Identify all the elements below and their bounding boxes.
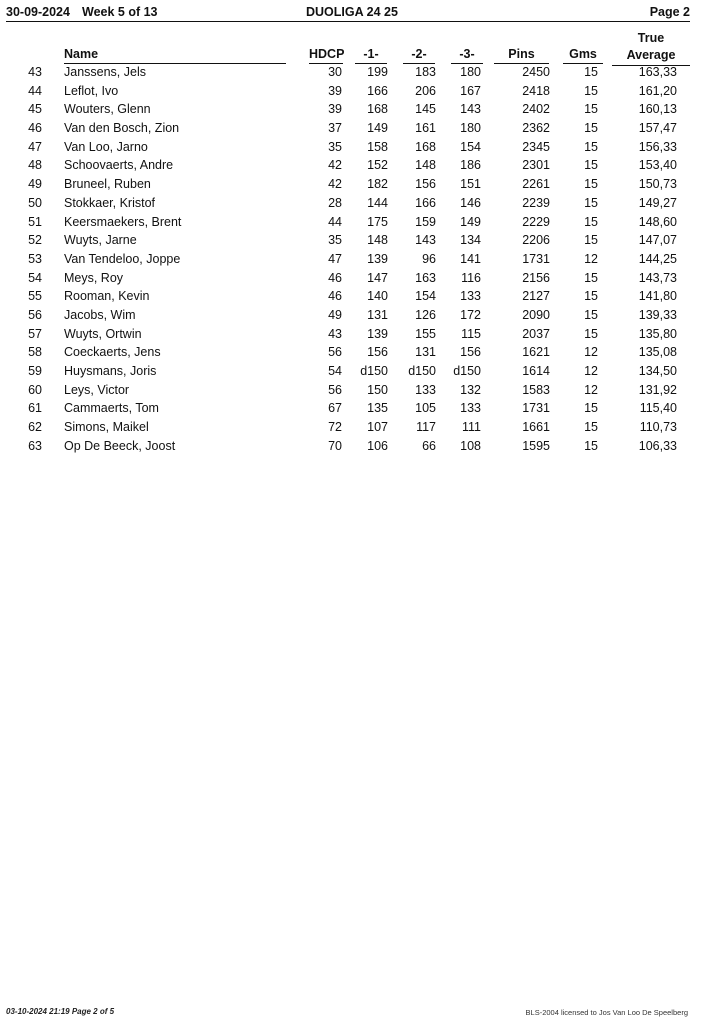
table-row [0,64,722,83]
pins-cell: 1731 [522,251,550,266]
player-name-cell: Wouters, Glenn [64,102,151,117]
game3-cell: 156 [460,345,481,360]
games-cell: 15 [584,438,598,453]
true-average-cell: 161,20 [638,83,677,98]
rank-cell: 63 [28,438,42,453]
game1-cell: d150 [360,364,388,378]
handicap-cell: 39 [328,83,342,98]
handicap-cell: 46 [328,270,342,285]
standings-table [0,64,722,456]
pins-cell: 2037 [522,326,550,341]
games-cell: 12 [584,251,598,266]
game1-cell: 147 [367,270,388,285]
games-cell: 15 [584,420,598,435]
true-average-cell: 156,33 [638,139,677,154]
game1-cell: 182 [367,177,388,192]
player-name-cell: Wuyts, Ortwin [64,326,142,341]
player-name-cell: Huysmans, Joris [64,364,157,378]
game2-cell: 159 [415,214,436,229]
table-row [0,157,722,176]
game1-cell: 199 [367,65,388,79]
print-timestamp: 03-10-2024 21:19 Page 2 of 5 [6,1007,115,1016]
table-row [0,83,722,102]
true-average-cell: 135,08 [638,345,677,360]
column-header-game2: -2- [403,47,435,61]
game1-cell: 175 [367,214,388,229]
license-note: BLS-2004 licensed to Jos Van Loo De Speelberg [525,1008,688,1017]
table-row [0,139,722,158]
rank-cell: 62 [28,420,42,435]
rank-cell: 55 [28,289,42,304]
table-row [0,438,722,457]
game1-cell: 140 [367,289,388,304]
pins-cell: 1583 [522,382,550,397]
pins-cell: 2418 [522,83,550,98]
games-cell: 15 [584,270,598,285]
game3-cell: 116 [461,270,481,285]
game3-cell: 133 [460,401,481,416]
pins-cell: 2090 [522,307,550,322]
true-average-cell: 149,27 [638,195,677,210]
games-cell: 12 [584,382,598,397]
pins-cell: 1595 [522,438,550,453]
table-row [0,176,722,195]
games-cell: 15 [584,326,598,341]
rank-cell: 58 [28,345,42,360]
true-average-cell: 110,73 [639,420,677,435]
rank-cell: 52 [28,233,42,248]
rank-cell: 44 [28,83,42,98]
pins-cell: 2156 [522,270,550,285]
player-name-cell: Schoovaerts, Andre [64,158,174,173]
game3-cell: 108 [460,438,481,453]
pins-cell: 2239 [522,195,550,210]
rank-cell: 45 [28,102,42,117]
rank-cell: 59 [28,364,42,378]
column-header-games: Gms [563,47,603,61]
player-name-cell: Leflot, Ivo [64,83,119,98]
game2-cell: 161 [415,121,436,136]
true-average-cell: 135,80 [638,326,677,341]
week-indicator: Week 5 of 13 [82,5,158,19]
game2-cell: 154 [415,289,436,304]
table-row [0,101,722,120]
player-name-cell: Leys, Victor [64,382,130,397]
game3-cell: d150 [453,364,481,378]
pins-cell: 2402 [522,102,550,117]
rank-cell: 54 [28,270,42,285]
handicap-cell: 30 [328,65,342,79]
handicap-cell: 39 [328,102,342,117]
games-cell: 15 [584,121,598,136]
true-average-cell: 163,33 [638,65,677,79]
table-row [0,344,722,363]
game1-cell: 107 [367,420,388,435]
game2-cell: 143 [415,233,436,248]
column-header-true-average: True Average [612,30,690,64]
game1-cell: 135 [367,401,388,416]
rank-cell: 61 [28,401,42,416]
game3-cell: 180 [460,121,481,136]
rank-cell: 47 [28,139,42,154]
game1-cell: 166 [367,83,388,98]
game3-cell: 149 [460,214,481,229]
game3-cell: 143 [460,102,481,117]
game2-cell: 206 [415,83,436,98]
game2-cell: 66 [422,438,436,453]
game2-cell: 148 [415,158,436,173]
rank-cell: 57 [28,326,42,341]
table-row [0,232,722,251]
true-average-cell: 106,33 [638,438,677,453]
game2-cell: 133 [415,382,436,397]
column-header-pins: Pins [494,47,549,61]
table-row [0,363,722,382]
handicap-cell: 35 [328,139,342,154]
handicap-cell: 72 [328,420,342,435]
rank-cell: 56 [28,307,42,322]
table-row [0,251,722,270]
game2-cell: 126 [415,307,436,322]
player-name-cell: Meys, Roy [64,270,124,285]
player-name-cell: Wuyts, Jarne [64,233,137,248]
true-average-cell: 139,33 [638,307,677,322]
game1-cell: 150 [367,382,388,397]
table-row [0,288,722,307]
pins-cell: 2261 [522,177,550,192]
report-header [6,5,690,22]
game3-cell: 151 [460,177,481,192]
pins-cell: 2229 [522,214,550,229]
true-average-cell: 157,47 [638,121,677,136]
game3-cell: 134 [460,233,481,248]
rank-cell: 49 [28,177,42,192]
player-name-cell: Janssens, Jels [64,65,146,79]
pins-cell: 1621 [522,345,550,360]
pins-cell: 1614 [522,364,550,378]
handicap-cell: 56 [328,382,342,397]
game2-cell: 145 [415,102,436,117]
report-date: 30-09-2024 [6,5,70,19]
games-cell: 15 [584,83,598,98]
column-header-name: Name [64,47,286,61]
player-name-cell: Simons, Maikel [64,420,149,435]
true-average-cell: 153,40 [638,158,677,173]
pins-cell: 2450 [522,65,550,79]
true-average-cell: 150,73 [638,177,677,192]
rank-cell: 60 [28,382,42,397]
pins-cell: 1731 [522,401,550,416]
games-cell: 15 [584,65,598,79]
games-cell: 15 [584,233,598,248]
player-name-cell: Bruneel, Ruben [64,177,151,192]
game1-cell: 168 [367,102,388,117]
handicap-cell: 46 [328,289,342,304]
league-title: DUOLIGA 24 25 [306,5,398,19]
rank-cell: 50 [28,195,42,210]
games-cell: 15 [584,102,598,117]
games-cell: 15 [584,289,598,304]
table-row [0,195,722,214]
rank-cell: 48 [28,158,42,173]
game2-cell: 168 [415,139,436,154]
game2-cell: 96 [422,251,436,266]
games-cell: 15 [584,139,598,154]
player-name-cell: Cammaerts, Tom [64,401,159,416]
handicap-cell: 47 [328,251,342,266]
pins-cell: 2301 [522,158,550,173]
pins-cell: 2362 [522,121,550,136]
column-header-game3: -3- [451,47,483,61]
game1-cell: 106 [367,438,388,453]
game3-cell: 186 [460,158,481,173]
player-name-cell: Van Tendeloo, Joppe [64,251,181,266]
game1-cell: 139 [367,326,388,341]
game2-cell: 131 [415,345,436,360]
true-average-cell: 147,07 [638,233,677,248]
true-average-cell: 131,92 [638,382,677,397]
rank-cell: 53 [28,251,42,266]
handicap-cell: 42 [328,177,342,192]
game2-cell: 105 [415,401,436,416]
games-cell: 15 [584,401,598,416]
true-average-cell: 143,73 [638,270,677,285]
handicap-cell: 42 [328,158,342,173]
pins-cell: 2127 [522,289,550,304]
games-cell: 15 [584,214,598,229]
true-average-cell: 160,13 [638,102,677,117]
table-row [0,382,722,401]
game1-cell: 139 [367,251,388,266]
game1-cell: 149 [367,121,388,136]
column-header-hdcp: HDCP [309,47,343,61]
pins-cell: 1661 [522,420,550,435]
games-cell: 15 [584,195,598,210]
pins-cell: 2345 [522,139,550,154]
table-row [0,326,722,345]
game3-cell: 141 [460,251,481,266]
table-row [0,120,722,139]
handicap-cell: 70 [328,438,342,453]
true-average-cell: 144,25 [638,251,677,266]
games-cell: 15 [584,307,598,322]
game1-cell: 144 [367,195,388,210]
game3-cell: 115 [461,326,481,341]
game1-cell: 156 [367,345,388,360]
true-average-cell: 134,50 [638,364,677,378]
game2-cell: d150 [408,364,436,378]
table-row [0,307,722,326]
games-cell: 12 [584,364,598,378]
game2-cell: 117 [416,420,436,435]
game3-cell: 146 [460,195,481,210]
game3-cell: 133 [460,289,481,304]
true-average-cell: 115,40 [639,401,677,416]
handicap-cell: 49 [328,307,342,322]
player-name-cell: Rooman, Kevin [64,289,150,304]
handicap-cell: 35 [328,233,342,248]
page-number: Page 2 [649,5,690,19]
games-cell: 15 [584,177,598,192]
true-average-cell: 148,60 [638,214,677,229]
player-name-cell: Van Loo, Jarno [64,139,148,154]
games-cell: 15 [584,158,598,173]
game3-cell: 154 [460,139,481,154]
handicap-cell: 67 [328,401,342,416]
games-cell: 12 [584,345,598,360]
table-row [0,419,722,438]
handicap-cell: 37 [328,121,342,136]
player-name-cell: Keersmaekers, Brent [64,214,182,229]
table-row [0,270,722,289]
rank-cell: 51 [28,214,42,229]
game2-cell: 155 [415,326,436,341]
game2-cell: 156 [415,177,436,192]
game1-cell: 131 [367,307,388,322]
game3-cell: 132 [460,382,481,397]
game1-cell: 158 [367,139,388,154]
game3-cell: 172 [460,307,481,322]
player-name-cell: Jacobs, Wim [64,307,136,322]
game2-cell: 163 [415,270,436,285]
game1-cell: 148 [367,233,388,248]
true-average-cell: 141,80 [638,289,677,304]
pins-cell: 2206 [522,233,550,248]
game1-cell: 152 [367,158,388,173]
handicap-cell: 56 [328,345,342,360]
column-header-game1: -1- [355,47,387,61]
handicap-cell: 28 [328,195,342,210]
rank-cell: 46 [28,121,42,136]
handicap-cell: 44 [328,214,342,229]
player-name-cell: Coeckaerts, Jens [64,345,161,360]
table-row [0,400,722,419]
player-name-cell: Op De Beeck, Joost [64,438,176,453]
handicap-cell: 54 [328,364,342,378]
game2-cell: 166 [415,195,436,210]
game3-cell: 111 [461,420,481,435]
player-name-cell: Stokkaer, Kristof [64,195,156,210]
rank-cell: 43 [28,65,42,79]
table-row [0,214,722,233]
handicap-cell: 43 [328,326,342,341]
player-name-cell: Van den Bosch, Zion [64,121,180,136]
game3-cell: 167 [460,83,481,98]
game3-cell: 180 [460,65,481,79]
game2-cell: 183 [415,65,436,79]
